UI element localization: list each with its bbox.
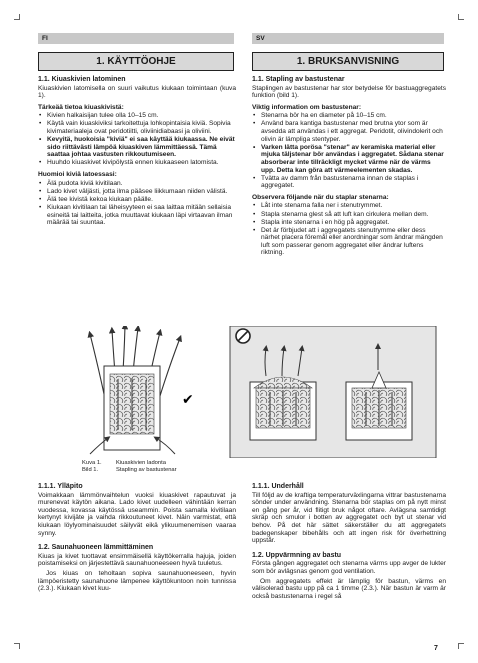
fi-heading-1-1-1: 1.1.1. Ylläpito [38,483,83,490]
prohibited-icon [236,329,250,343]
figure-caption [82,460,177,474]
list-item: • Älä pudota kiviä kivitilaan. [38,180,236,188]
correct-stove-illustration [90,326,180,454]
sv-heading-1-1-1: 1.1.1. Underhåll [252,483,304,490]
list-item: • Varken lätta porösa "stenar" av keramiska material eller mjuka täljstenar bör användas i aggregatet. Sådana stenar absorberar inte tillräckligt mycket värme när de värms upp. Detta kan göra att värmeelementen skadas. [252,144,446,174]
list-item: • Kevyitä, huokoisia "kiviä" ei saa käyttää kiukaassa. Ne eivät sido riittävästi lämpöä kiuaskiven lämmittäessä. Tämä saattaa johtaa vastusten rikkoutumiseen. [38,136,236,159]
fi-maintenance-paragraph: Voimakkaan lämmönvaihtelun vuoksi kiuaskivet rapautuvat ja murenevat käytön aikana. Lado kivet uudelleen vähintään kerran vuodessa, kovassa käytössä useammin. Poista samalla kivitilaan kertynyt kivijäte ja vaihda rikkoutuneet kivet. Näin varmistat, että kiukaan löylyominaisuudet säilyvät eikä ylikuumenemisen vaaraa synny. [38,491,236,537]
fi-heading-1-1: 1.1. Kiuaskivien latominen [38,76,126,83]
list-item: • Stapla inte stenarna i en hög på aggregatet. [252,219,446,227]
list-item: • Kiukaan kivitilaan tai läheisyyteen ei saa laittaa mitään sellaisia esineitä tai laitteita, jotka muuttavat kiukaan läpi virtaavan ilman määrää tai suuntaa. [38,204,236,227]
caption-sv-number: Bild 1. [82,467,99,473]
fi-important-heading: Tärkeää tietoa kiuaskivistä: [38,103,124,111]
sv-maintenance-paragraph: Till följd av de kraftiga temperaturväxlingarna vittrar bastustenarna sönder under användning. Stenarna bör staplas om på nytt minst en gång per år, vid flitigt bruk något oftare. Avlägsna samtidigt skräp och smulor i botten av aggregatet och byt ut stenar vid behov. På det här sättet säkerställer du att aggregatets badegenskaper bibehålls och att ingen risk för överhettning uppstår. [252,491,446,545]
list-item: • Låt inte stenarna falla ner i stenutrymmet. [252,202,446,210]
sv-top-column [252,76,446,258]
fi-note-heading: Huomioi kiviä latoessasi: [38,171,117,179]
list-item: • Stapla stenarna glest så att luft kan cirkulera mellan dem. [252,211,446,219]
sv-heating-paragraph-2: Om aggregatets effekt är lämplig för bastun, värms en välisolerad bastu upp på ca 1 timme (2.3.). När bastun är varm är också bastustenarna i regel så [252,577,446,600]
crop-mark-top-left [14,14,20,20]
list-item: • Käytä vain kiuaskiviksi tarkoitettuja lohkopintaisia kiviä. Sopivia kivimateriaaleja ovat peridotiitti, oliviinidiabaasi ja oliviini. [38,120,236,135]
stone-stacking-figure [60,326,440,458]
crop-mark-bottom-left [14,643,20,649]
list-item: • Tvätta av damm från bastustenarna innan de staplas i aggregatet. [252,175,446,190]
sv-bottom-column [252,483,446,602]
list-item: • Använd bara kantiga bastustenar med brutna ytor som är avsedda att användas i ett aggregat. Peridotit, olivindolerit och olivin är lämpliga stentyper. [252,120,446,143]
list-item: • Lado kivet väljästi, jotta ilma pääsee liikkumaan niiden välistä. [38,188,236,196]
fi-note-list [38,180,236,227]
page-number: 7 [434,645,438,652]
crop-mark-top-right [458,14,464,20]
fi-bottom-column [38,483,236,595]
sv-heading-1-2: 1.2. Uppvärmning av bastu [252,551,342,559]
language-tab-fi: FI [38,33,234,44]
caption-fi-text: Kiuaskivien ladonta [116,460,166,466]
list-item: • Huuhdo kiuaskivet kivipölystä ennen kiukaaseen latomista. [38,159,236,167]
check-mark-icon: ✔ [182,392,194,408]
section-title-sv: 1. BRUKSANVISNING [252,52,444,71]
caption-fi-number: Kuva 1. [82,460,102,466]
fi-intro-paragraph: Kiuaskivien latomisella on suuri vaikutus kiukaan toimintaan (kuva 1). [38,84,236,100]
sv-intro-paragraph: Staplingen av bastustenar har stor betydelse för bastuaggregatets funktion (bild 1). [252,84,446,100]
sv-note-heading: Observera följande när du staplar stenarna: [252,193,389,201]
fi-heating-paragraph: Kiuas ja kivet tuottavat ensimmäisellä käyttökerralla hajuja, joiden poistamiseksi on järjestettävä saunahuoneeseen hyvä tuuletus. [38,552,236,568]
list-item: • Det är förbjudet att i aggregatets stenutrymme eller dess närhet placera föremål eller anordningar som ändrar mängden luft som passerar genom aggregatet eller ändrar luftens riktning. [252,227,446,257]
language-tab-sv: SV [252,33,444,44]
sv-important-heading: Viktig information om bastustenar: [252,103,362,111]
sv-heating-paragraph: Första gången aggregatet och stenarna värms upp avger de lukter som bör avlägsnas genom god ventilation. [252,560,446,575]
list-item: • Kivien halkaisijan tulee olla 10–15 cm. [38,112,236,120]
fi-important-list [38,112,236,167]
fi-heading-1-2: 1.2. Saunahuoneen lämmittäminen [38,544,154,552]
sv-note-list [252,202,446,257]
list-item: • Älä tee kivistä kekoa kiukaan päälle. [38,196,236,204]
caption-sv-text: Stapling av bastustenar [116,467,177,473]
incorrect-examples-panel [230,326,436,458]
fi-heating-paragraph-2: Jos kiuas on teholtaan sopiva saunahuoneeseen, hyvin lämpöeristetty saunahuone lämpenee käyttökuntoon noin tunnissa (2.3.). Kiukaan kivet kuu- [38,569,236,593]
crop-mark-bottom-right [458,643,464,649]
fi-top-column [38,76,236,227]
section-title-fi: 1. KÄYTTÖOHJE [38,52,234,71]
sv-heading-1-1: 1.1. Stapling av bastustenar [252,76,345,83]
sv-important-list [252,112,446,189]
list-item: • Stenarna bör ha en diameter på 10–15 cm. [252,112,446,120]
